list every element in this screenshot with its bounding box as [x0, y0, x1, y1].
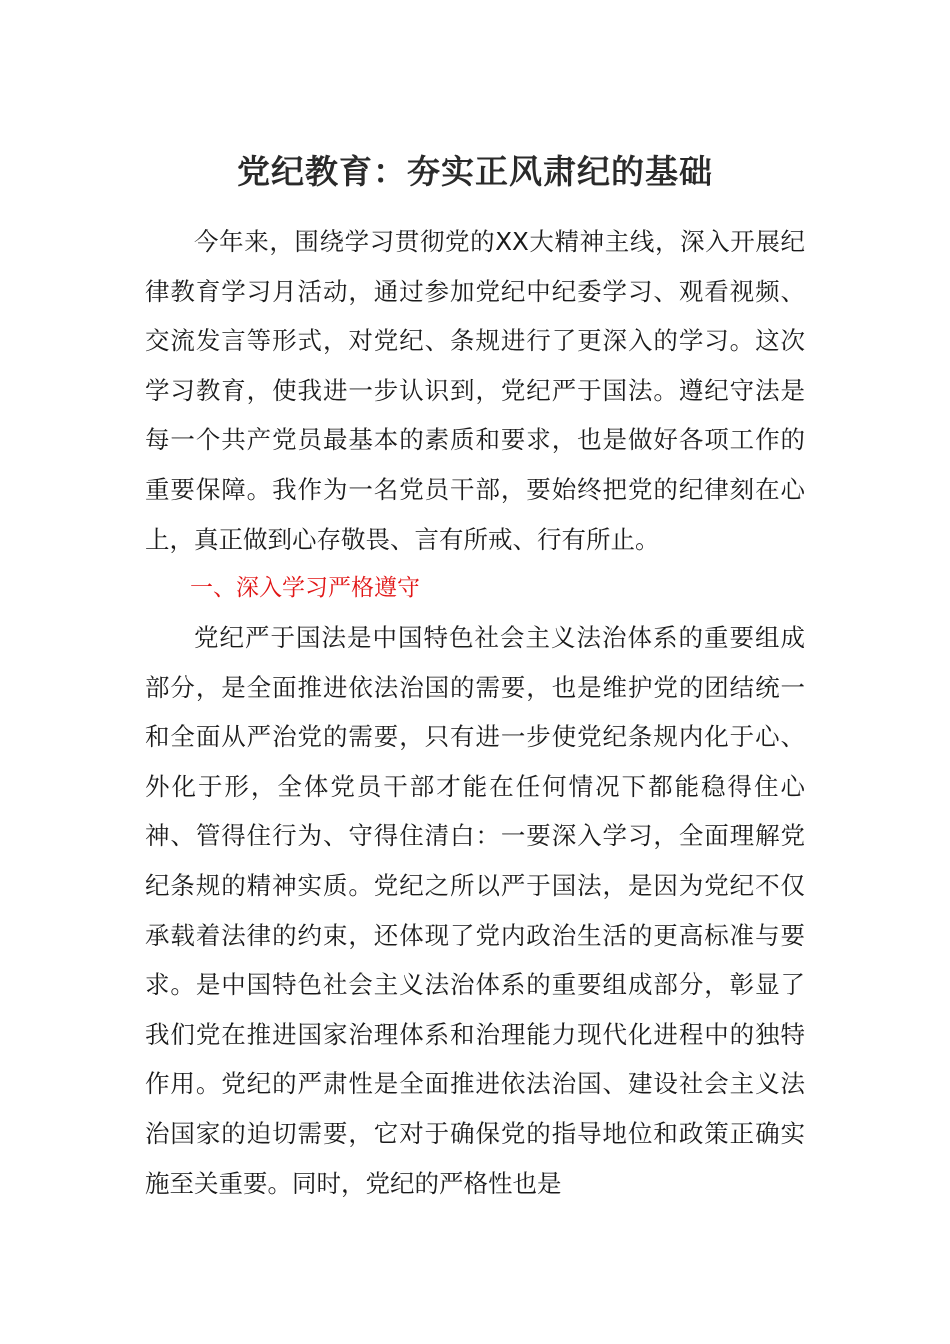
section-paragraph: 党纪严于国法是中国特色社会主义法治体系的重要组成部分，是全面推进依法治国的需要，也是维护党的团结统一和全面从严治党的需要，只有进一步使党纪条规内化于心、外化于形，全体党员干部才能在任何情况下都能稳得住心神、管得住行为、守得住清白：一要深入学习，全面理解党纪条规的精神实质。党纪之所以严于国法，是因为党纪不仅承载着法律的约束，还体现了党内政治生活的更高标准与要求。是中国特色社会主义法治体系的重要组成部分，彰显了我们党在推进国家治理体系和治理能力现代化进程中的独特作用。党纪的严肃性是全面推进依法治国、建设社会主义法治国家的迫切需要，它对于确保党的指导地位和政策正确实施至关重要。同时，党纪的严格性也是	[145, 623, 805, 1198]
section-heading: 一、深入学习严格遵守	[190, 575, 420, 601]
document-title: 党纪教育：夯实正风肃纪的基础	[237, 152, 713, 191]
intro-paragraph: 今年来，围绕学习贯彻党的XX大精神主线，深入开展纪律教育学习月活动，通过参加党纪中纪委学习、观看视频、交流发言等形式，对党纪、条规进行了更深入的学习。这次学习教育，使我进一步认识到，党纪严于国法。遵纪守法是每一个共产党员最基本的素质和要求，也是做好各项工作的重要保障。我作为一名党员干部，要始终把党的纪律刻在心上，真正做到心存敬畏、言有所戒、行有所止。	[145, 227, 805, 554]
